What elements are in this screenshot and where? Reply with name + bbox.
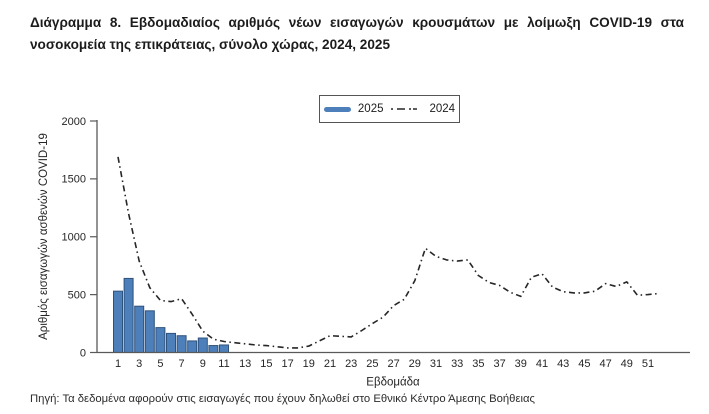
x-axis-title: Εβδομάδα (366, 376, 420, 389)
bar-week-1 (114, 291, 123, 352)
y-axis-title: Αριθμός εισαγωγών ασθενών COVID-19 (38, 133, 50, 340)
y-tick-label: 1000 (61, 231, 86, 244)
legend-label-2025: 2025 (357, 103, 384, 115)
x-tick-label: 7 (178, 358, 185, 370)
bar-week-10 (209, 346, 218, 353)
x-tick-label: 25 (366, 358, 379, 370)
line-2024 (118, 157, 659, 348)
x-tick-label: 15 (260, 358, 273, 370)
y-tick-label: 0 (79, 347, 86, 360)
bar-week-5 (156, 328, 165, 353)
x-tick-label: 39 (514, 358, 527, 370)
bar-week-3 (135, 306, 144, 352)
x-tick-label: 21 (323, 358, 337, 370)
x-tick-label: 11 (218, 358, 230, 370)
bar-week-6 (167, 333, 176, 352)
source-note: Πηγή: Τα δεδομένα αφορούν στις εισαγωγές που έχουν δηλωθεί στο Εθνικό Κέντρο Άμεσης Βοήθειας (30, 393, 535, 405)
x-tick-label: 51 (641, 358, 655, 370)
x-tick-label: 35 (472, 358, 485, 370)
x-tick-label: 37 (493, 358, 506, 370)
x-tick-label: 5 (157, 358, 164, 370)
x-tick-label: 29 (408, 358, 421, 370)
x-tick-label: 43 (557, 358, 570, 370)
bar-week-8 (188, 341, 197, 353)
bar-week-7 (177, 336, 186, 353)
y-tick-label: 1500 (61, 173, 86, 186)
x-tick-label: 1 (114, 358, 122, 370)
x-tick-label: 19 (302, 358, 315, 370)
y-tick-label: 500 (67, 289, 86, 302)
x-tick-label: 41 (535, 358, 549, 370)
bar-week-9 (198, 338, 207, 352)
bar-week-2 (124, 278, 133, 352)
y-tick-label: 2000 (61, 115, 86, 128)
x-tick-label: 27 (387, 358, 400, 370)
x-tick-label: 49 (620, 358, 633, 370)
bar-week-11 (220, 345, 229, 353)
x-tick-label: 23 (345, 358, 358, 370)
x-tick-label: 47 (599, 358, 612, 370)
bar-week-4 (145, 311, 154, 353)
x-tick-label: 3 (136, 358, 143, 370)
x-tick-label: 33 (451, 358, 464, 370)
x-tick-label: 31 (429, 358, 443, 370)
legend-label-2024: 2024 (429, 103, 456, 115)
x-tick-label: 17 (281, 358, 294, 370)
x-tick-label: 9 (199, 358, 206, 370)
x-tick-label: 45 (578, 358, 591, 370)
x-tick-label: 13 (239, 358, 252, 370)
chart-title: Διάγραμμα 8. Εβδομαδιαίος αριθμός νέων εισαγωγών κρουσμάτων με λοίμωξη COVID-19 στα νοσοκομεία της επικράτειας, σύνολο χώρας, 2024, 2025 (30, 15, 684, 53)
